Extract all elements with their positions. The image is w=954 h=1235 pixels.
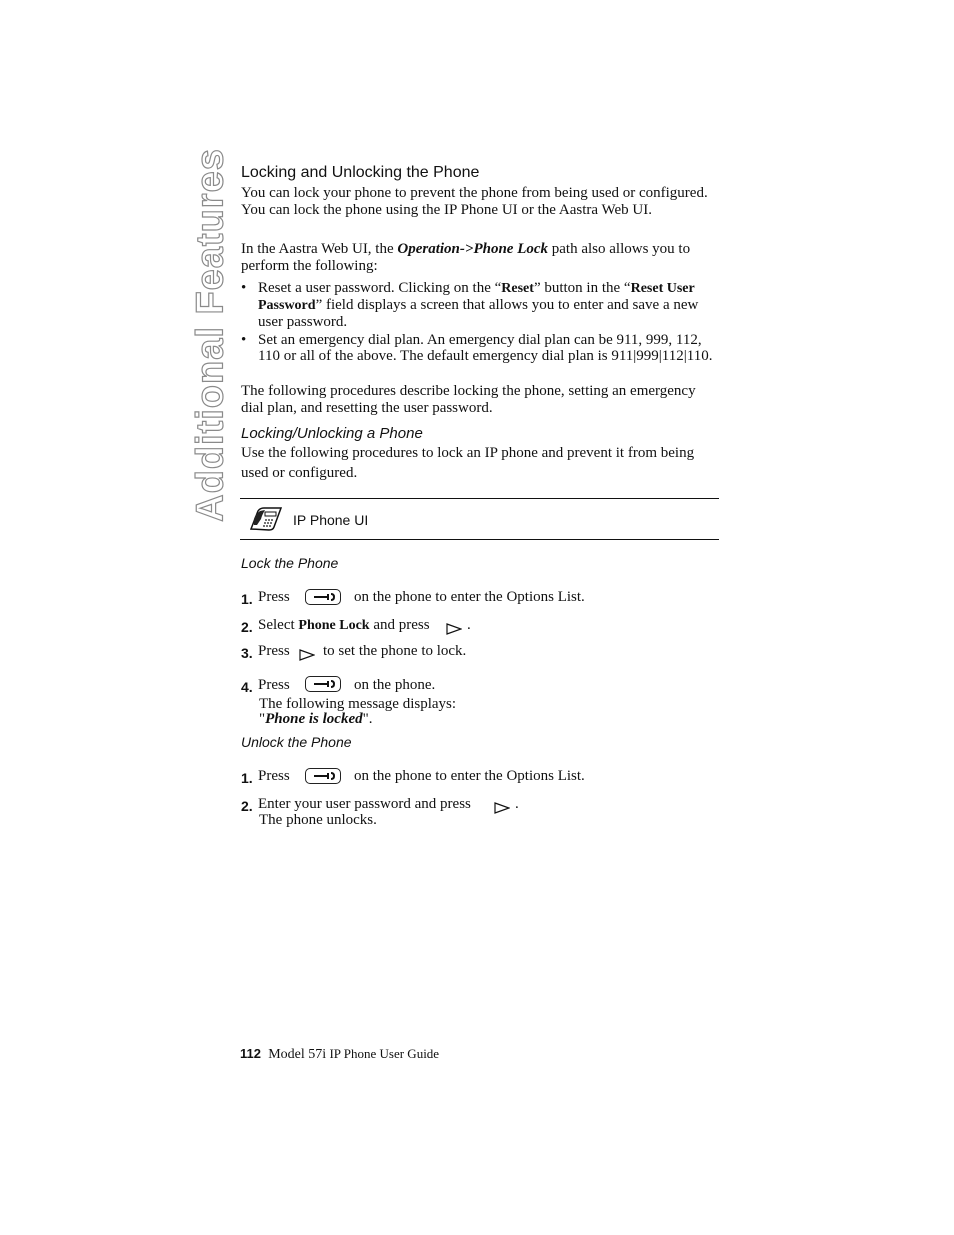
step-text: Enter your user password and press <box>258 796 471 812</box>
step-text-part: Select <box>258 617 299 633</box>
options-key-icon <box>305 589 341 605</box>
step-text: Press <box>258 768 290 784</box>
step-number: 2. <box>241 798 253 814</box>
web-ui-prefix: In the Aastra Web UI, the <box>241 241 398 257</box>
step-text: The following message displays: <box>259 696 457 712</box>
subsection-intro: Use the following procedures to lock an IP phone and prevent it from being used or configured. <box>241 445 695 481</box>
web-ui-suffix: path also allows you to perform the following: <box>241 241 691 274</box>
bullet-reset-password <box>258 280 720 330</box>
step-text: Press <box>258 589 290 605</box>
step-text: Press <box>258 677 290 693</box>
web-ui-paragraph <box>241 241 721 275</box>
phone-is-locked-text: Phone is locked <box>265 711 363 727</box>
unlock-title: Unlock the Phone <box>241 734 352 750</box>
reset-user-password-ref: Reset User Password <box>258 281 695 313</box>
ip-phone-ui-label: IP Phone UI <box>293 512 369 528</box>
step-text: on the phone to enter the Options List. <box>354 768 585 784</box>
phone-lock-ref: Phone Lock <box>298 618 370 633</box>
step-text <box>258 617 430 634</box>
step-text: The phone unlocks. <box>259 812 377 828</box>
step-text: Press <box>258 643 290 659</box>
step-number: 4. <box>241 679 253 695</box>
bullet-emergency-dial-plan: Set an emergency dial plan. An emergency dial plan can be 911, 999, 112, 110 or all of the above. The default emergency dial plan is 911|999|112|110. <box>258 332 713 364</box>
side-tab <box>188 148 234 522</box>
intro-paragraph: You can lock your phone to prevent the phone from being used or configured. You can lock the phone using the IP Phone UI or the Aastra Web UI. <box>241 185 708 218</box>
locked-message <box>259 711 373 728</box>
options-key-icon <box>305 676 341 692</box>
step-text: . <box>515 796 519 812</box>
step-text-part: and press <box>369 617 430 633</box>
page-number: 112 <box>240 1046 261 1061</box>
lock-title: Lock the Phone <box>241 555 339 571</box>
step-number: 3. <box>241 645 253 661</box>
web-ui-path: Operation->Phone Lock <box>397 241 549 257</box>
divider-bottom <box>240 539 719 540</box>
step-text: on the phone. <box>354 677 436 693</box>
options-key-icon <box>305 768 341 784</box>
step-number: 1. <box>241 770 253 786</box>
section-title: Locking and Unlocking the Phone <box>241 164 480 181</box>
bullet-text-part: ” button in the “ <box>533 280 631 296</box>
bullet-text-part: Reset a user password. Clicking on the “ <box>258 280 502 296</box>
quote: ". <box>362 711 373 727</box>
arrow-right-key-icon <box>446 622 462 640</box>
bullet-marker: • <box>241 332 247 348</box>
step-text: . <box>467 617 471 633</box>
step-number: 2. <box>241 619 253 635</box>
arrow-right-key-icon <box>494 801 510 819</box>
footer-model: Model 57i <box>268 1047 327 1062</box>
step-text: on the phone to enter the Options List. <box>354 589 585 605</box>
bullet-text-part: ” field displays a screen that allows you to enter and save a new user password. <box>258 297 699 330</box>
step-text: to set the phone to lock. <box>323 643 467 659</box>
desk-phone-icon <box>248 505 284 533</box>
bullet-marker: • <box>241 280 247 296</box>
step-number: 1. <box>241 591 253 607</box>
procedures-paragraph: The following procedures describe locking the phone, setting an emergency dial plan, and resetting the user password. <box>241 383 696 416</box>
side-tab-label: Additional Features <box>189 148 232 522</box>
divider-top <box>240 498 719 499</box>
page-footer <box>240 1046 439 1063</box>
subsection-title: Locking/Unlocking a Phone <box>241 425 423 442</box>
footer-guide: IP Phone User Guide <box>326 1046 440 1061</box>
reset-button-ref: Reset <box>501 281 534 296</box>
arrow-right-key-icon <box>299 648 315 666</box>
quote: " <box>259 711 266 727</box>
